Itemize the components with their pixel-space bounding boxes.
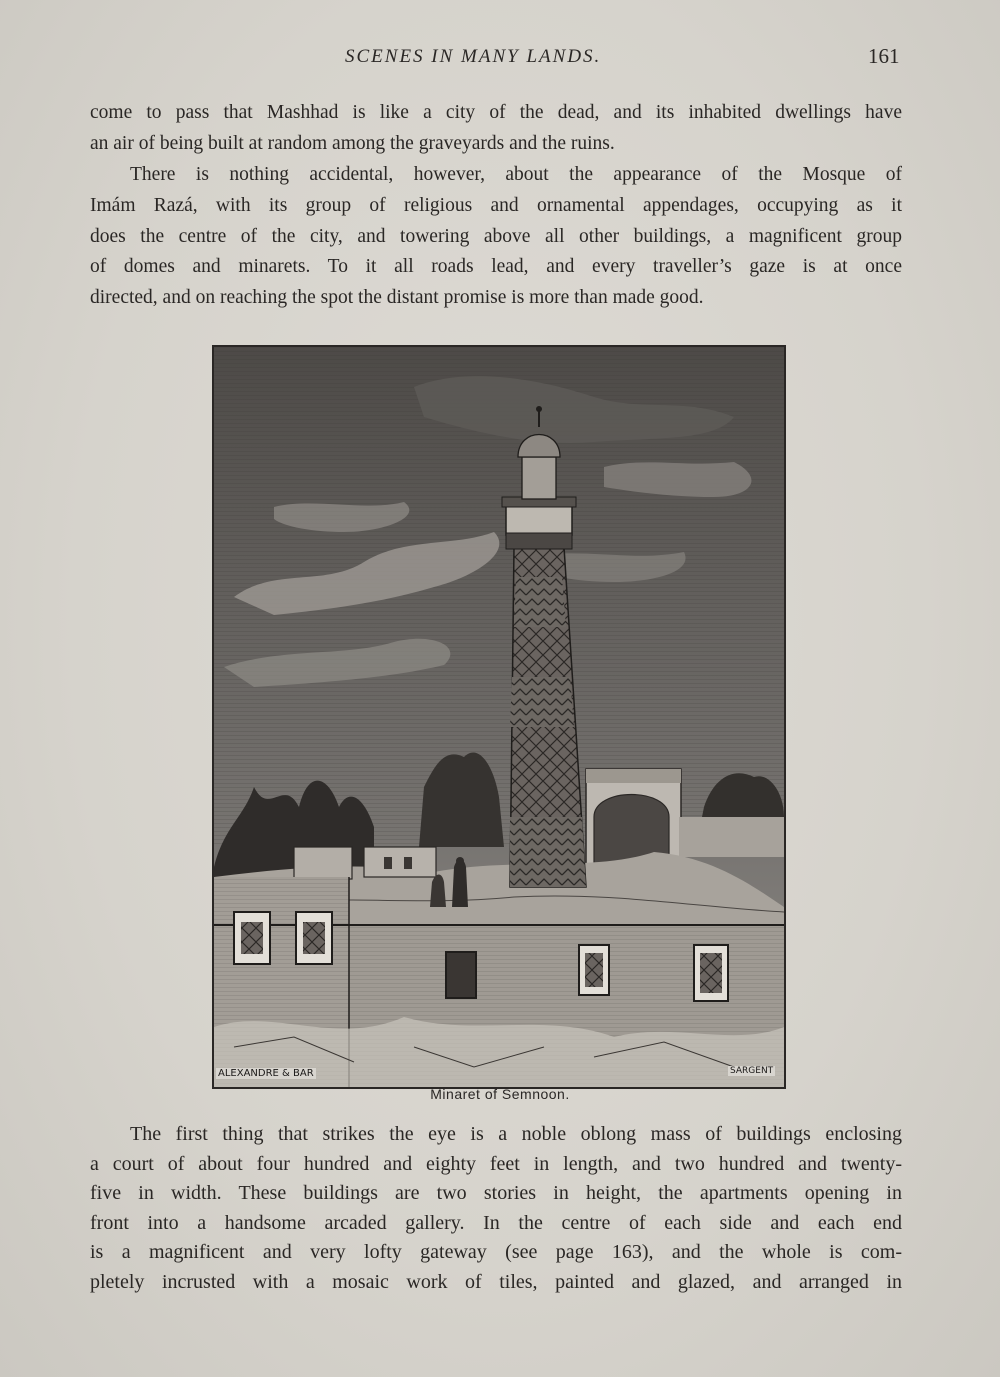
text-line: an air of being built at random among the graveyards and the ruins. (90, 132, 615, 154)
text-line: a court of about four hundred and eighty feet in length, and two hundred and twenty- (90, 1152, 902, 1175)
text-line: five in width. These buildings are two stories in height, the apartments opening in (90, 1182, 902, 1204)
text-line: does the centre of the city, and towering above all other buildings, a magnificent group (90, 225, 902, 247)
small-houses (294, 847, 436, 879)
text-line: There is nothing accidental, however, about the appearance of the Mosque of (130, 164, 902, 185)
paragraph-buildings (90, 1120, 902, 1297)
paragraph-mosque (90, 160, 902, 314)
engraving-minaret-of-semnoon (212, 345, 786, 1089)
running-head: SCENES IN MANY LANDS. (345, 46, 602, 67)
engraver-signature-right: SARGENT (730, 1066, 774, 1076)
text-line: is a magnificent and very lofty gateway (see page 163), and the whole is com- (90, 1241, 902, 1263)
text-line: come to pass that Mashhad is like a city of the dead, and its inhabited dwellings have (90, 102, 902, 123)
figure-caption: Minaret of Semnoon. (430, 1086, 570, 1102)
page-number: 161 (868, 44, 900, 68)
text-line: pletely incrusted with a mosaic work of tiles, painted and glazed, and arranged in (90, 1270, 902, 1293)
text-line: directed, and on reaching the spot the distant promise is more than made good. (90, 287, 704, 309)
paragraph-continuation (90, 98, 902, 160)
text-line: The first thing that strikes the eye is a noble oblong mass of buildings enclosing (130, 1123, 902, 1145)
engraving-illustration (214, 347, 784, 1087)
text-line: of domes and minarets. To it all roads lead, and every traveller’s gaze is at once (90, 256, 902, 278)
engraver-signature-left: ALEXANDRE & BAR (218, 1068, 314, 1079)
text-line: Imám Razá, with its group of religious and ornamental appendages, occupying as it (90, 194, 902, 216)
text-line: front into a handsome arcaded gallery. In the centre of each side and each end (90, 1211, 902, 1234)
